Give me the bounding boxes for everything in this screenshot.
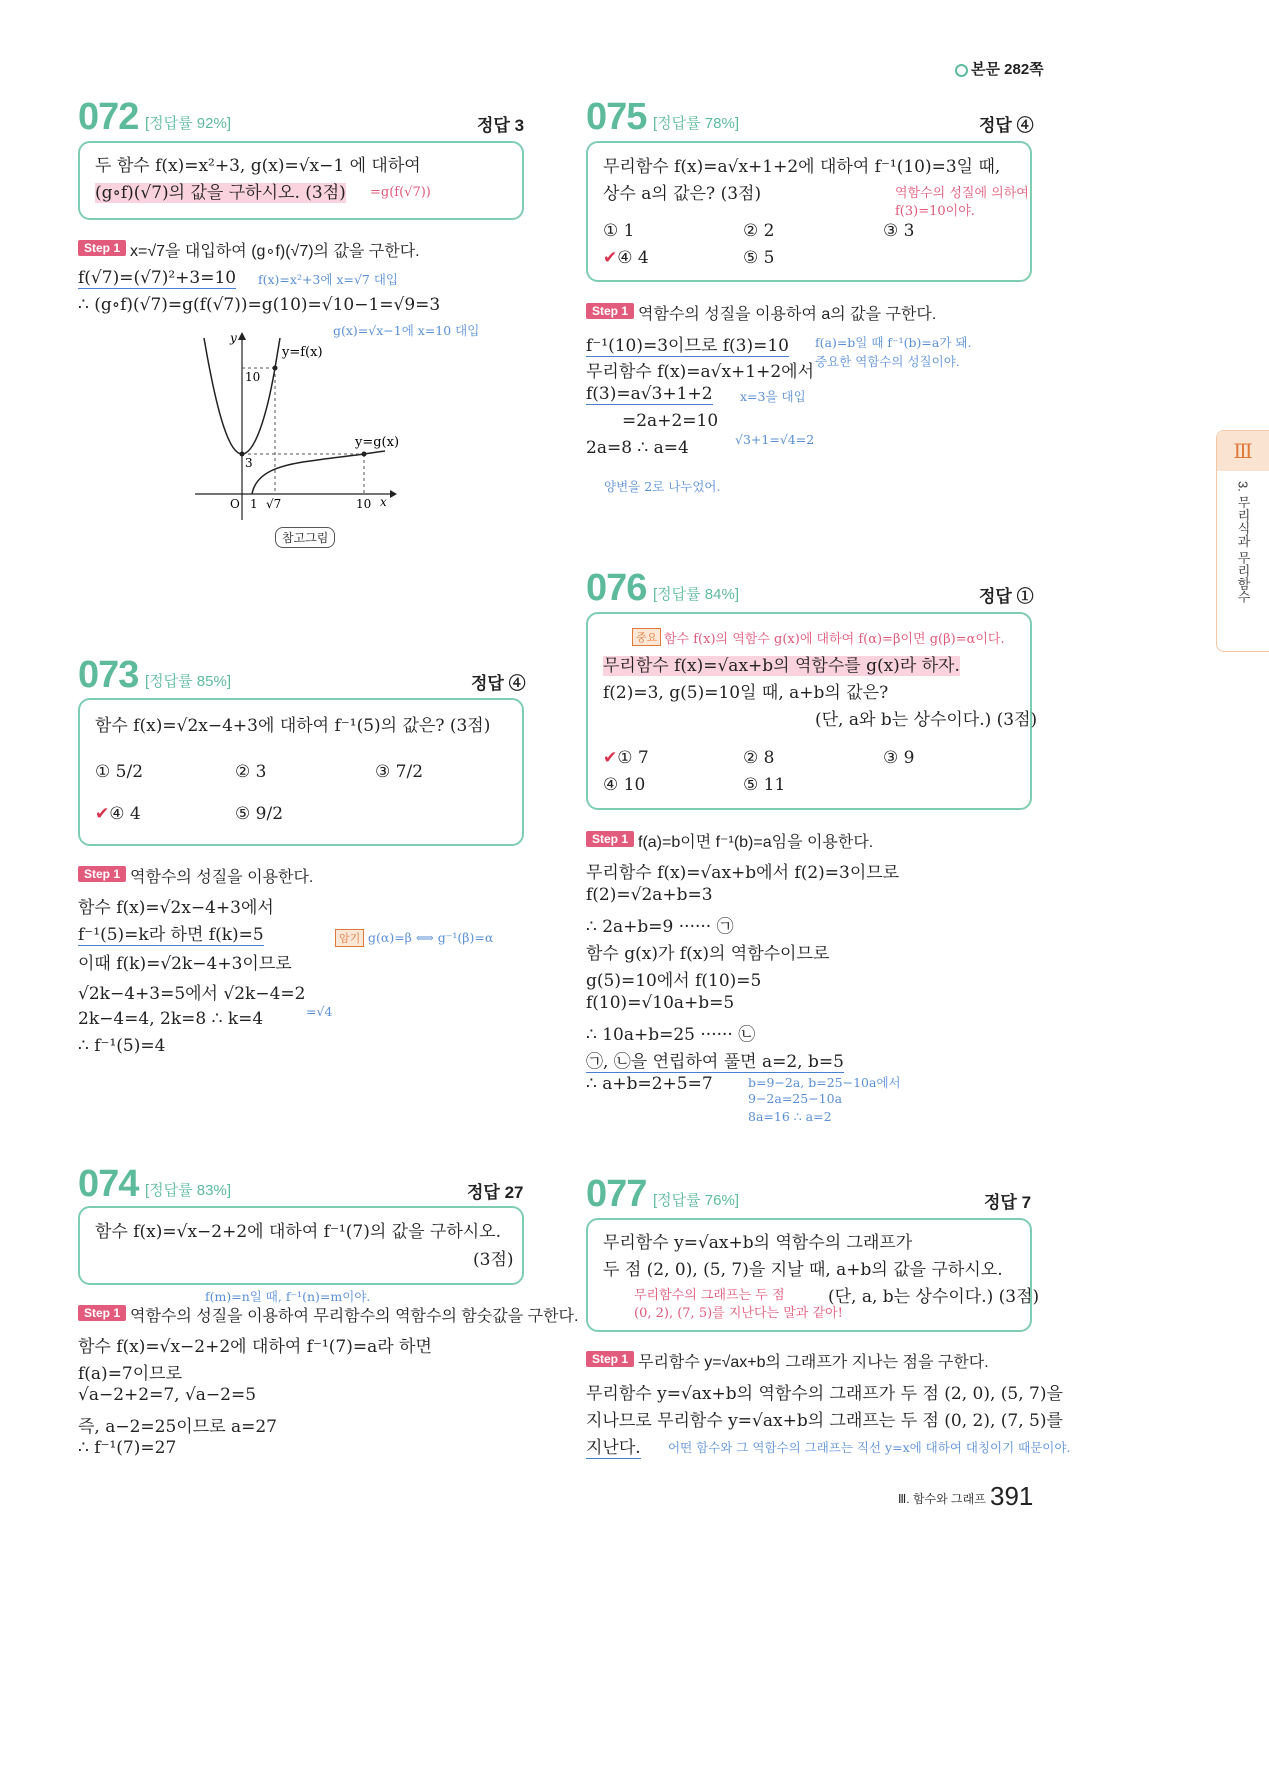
choice-1[interactable]: ① 5/2 <box>95 762 144 782</box>
correct-rate: [정답률 78%] <box>653 115 739 132</box>
choice-5[interactable]: ⑤ 11 <box>743 775 786 795</box>
tick-label: 1 <box>250 497 258 511</box>
point <box>362 452 367 457</box>
question-line: (단, a와 b는 상수이다.) (3점) <box>815 710 1038 730</box>
correct-rate: [정답률 85%] <box>145 673 231 690</box>
answer: 정답 3 <box>477 116 525 135</box>
question-box <box>78 141 524 220</box>
solution-note: 양변을 2로 나누었어. <box>604 479 721 494</box>
solution-line: 즉, a−2=25이므로 a=27 <box>78 1417 277 1437</box>
solution-line: 이때 f(k)=√2k−4+3이므로 <box>78 954 292 974</box>
answer: 정답 ④ <box>979 116 1034 135</box>
question-note: f(3)=10이야. <box>895 204 975 219</box>
correct-rate: [정답률 92%] <box>145 115 231 132</box>
solution-note: f(m)=n일 때, f⁻¹(n)=m이야. <box>205 1289 371 1304</box>
tick-label: 10 <box>245 370 261 384</box>
question-line: 상수 a의 값은? (3점) <box>603 184 762 204</box>
g-curve <box>252 451 385 494</box>
question-line: 두 함수 f(x)=x²+3, g(x)=√x−1 에 대하여 <box>95 156 421 176</box>
chapter-side-tab <box>1216 430 1269 652</box>
choice-4-selected[interactable]: ✔④ 4 <box>95 804 141 824</box>
solution-line: f(a)=7이므로 <box>78 1364 183 1384</box>
solution-line: 2a=8 ∴ a=4 <box>586 438 689 458</box>
solution-line: 함수 f(x)=√2x−4+3에서 <box>78 898 274 918</box>
step-badge: Step 1 <box>586 303 634 319</box>
tick-label: 10 <box>356 497 372 511</box>
page-number: 391 <box>990 1481 1034 1511</box>
step-badge: Step 1 <box>586 1351 634 1367</box>
choice-3[interactable]: ③ 7/2 <box>375 762 424 782</box>
question-line: 무리함수 f(x)=a√x+1+2에 대하여 f⁻¹(10)=3일 때, <box>603 157 1001 177</box>
problem-number: 076 <box>586 567 647 609</box>
solution-line: ㉠, ㉡을 연립하여 풀면 a=2, b=5 <box>586 1052 844 1072</box>
question-line: f(2)=3, g(5)=10일 때, a+b의 값은? <box>603 683 889 703</box>
choice-3[interactable]: ③ 3 <box>883 221 915 241</box>
question-note: 역함수의 성질에 의하여 <box>895 186 1029 201</box>
solution-line: 무리함수 y=√ax+b의 역함수의 그래프가 두 점 (2, 0), (5, 7)을 <box>586 1384 1063 1404</box>
question-line: 함수 f(x)=√2x−4+3에 대하여 f⁻¹(5)의 값은? (3점) <box>95 716 491 736</box>
answer: 정답 ④ <box>471 674 526 693</box>
solution-line: f(√7)=(√7)²+3=10 <box>78 268 237 288</box>
check-icon: ✔ <box>95 804 110 824</box>
page-reference: 본문 282쪽 <box>955 58 1044 79</box>
solution-note: f(a)=b일 때 f⁻¹(b)=a가 돼. <box>815 335 972 350</box>
answer: 정답 ① <box>979 587 1034 606</box>
footer-chapter: Ⅲ. 함수와 그래프 <box>898 1492 986 1506</box>
tick-label: √7 <box>266 497 282 511</box>
fx-label: y=f(x) <box>282 345 323 360</box>
step-badge: Step 1 <box>586 831 634 847</box>
origin-label: O <box>230 497 240 511</box>
x-label: x <box>380 495 387 509</box>
question-box <box>78 1206 524 1285</box>
solution-line: 2k−4=4, 2k=8 ∴ k=4 <box>78 1009 264 1029</box>
solution-line: 지난다. <box>586 1438 641 1458</box>
problem-number: 074 <box>78 1163 139 1205</box>
solution-note: 어떤 함수와 그 역함수의 그래프는 직선 y=x에 대하여 대칭이기 때문이야. <box>668 1440 1071 1455</box>
choice-2[interactable]: ② 8 <box>743 748 775 768</box>
solution-note: x=3을 대입 <box>740 389 806 404</box>
question-line: (단, a, b는 상수이다.) (3점) <box>828 1287 1040 1307</box>
y-axis-arrow <box>238 332 246 340</box>
question-line: (3점) <box>473 1250 514 1270</box>
circle-icon <box>955 64 968 77</box>
choice-4[interactable]: ④ 10 <box>603 775 646 795</box>
answer: 정답 27 <box>467 1183 524 1202</box>
correct-rate: [정답률 76%] <box>653 1192 739 1209</box>
question-line: 무리함수 f(x)=√ax+b의 역함수를 g(x)라 하자. <box>603 656 960 676</box>
answer: 정답 7 <box>984 1193 1032 1212</box>
y-label: y <box>230 331 237 345</box>
point <box>240 452 245 457</box>
solution-line: ∴ f⁻¹(7)=27 <box>78 1438 177 1458</box>
memorize-note: g(α)=β ⟺ g⁻¹(β)=α <box>368 930 494 945</box>
step-badge: Step 1 <box>78 1305 126 1321</box>
correct-rate: [정답률 83%] <box>145 1182 231 1199</box>
check-icon: ✔ <box>603 248 618 268</box>
solution-line: g(5)=10에서 f(10)=5 <box>586 971 762 991</box>
solution-line: f(3)=a√3+1+2 <box>586 384 713 404</box>
choice-5[interactable]: ⑤ 5 <box>743 248 775 268</box>
solution-line: =2a+2=10 <box>622 411 719 431</box>
question-note: (0, 2), (7, 5)를 지난다는 말과 같아! <box>634 1306 843 1321</box>
choice-2[interactable]: ② 3 <box>235 762 267 782</box>
step-badge: Step 1 <box>78 866 126 882</box>
solution-line: √a−2+2=7, √a−2=5 <box>78 1385 257 1405</box>
problem-number: 073 <box>78 654 139 696</box>
step-text: f(a)=b이면 f⁻¹(b)=a임을 이용한다. <box>638 834 874 851</box>
question-note: =g(f(√7)) <box>370 185 431 200</box>
solution-line: 무리함수 f(x)=a√x+1+2에서 <box>586 362 814 382</box>
solution-line: 지나므로 무리함수 y=√ax+b의 그래프는 두 점 (0, 2), (7, 5)를 <box>586 1411 1063 1431</box>
solution-note: =√4 <box>306 1004 333 1019</box>
gx-label: y=g(x) <box>355 435 400 450</box>
problem-number: 072 <box>78 96 139 138</box>
solution-note: 9−2a=25−10a <box>748 1091 843 1106</box>
step-text: x=√7을 대입하여 (g∘f)(√7)의 값을 구한다. <box>130 243 420 260</box>
solution-note: b=9−2a, b=25−10a에서 <box>748 1075 901 1090</box>
solution-line: ∴ (g∘f)(√7)=g(f(√7))=g(10)=√10−1=√9=3 <box>78 295 441 315</box>
chapter-title: 3. 무리식과 무리함수 <box>1235 481 1251 604</box>
point <box>273 366 278 371</box>
correct-rate: [정답률 84%] <box>653 586 739 603</box>
step-text: 역함수의 성질을 이용하여 a의 값을 구한다. <box>638 306 937 323</box>
question-line: 두 점 (2, 0), (5, 7)을 지날 때, a+b의 값을 구하시오. <box>603 1260 1003 1280</box>
chapter-roman: Ⅲ <box>1217 431 1269 471</box>
important-tag: 중요 <box>632 628 661 646</box>
solution-line: ∴ a+b=2+5=7 <box>586 1074 713 1094</box>
memorize-tag: 암기 <box>335 929 364 947</box>
choice-4-selected[interactable]: ✔④ 4 <box>603 248 649 268</box>
step-text: 역함수의 성질을 이용한다. <box>130 869 314 886</box>
choice-2[interactable]: ② 2 <box>743 221 775 241</box>
check-icon: ✔ <box>603 748 618 768</box>
choice-1[interactable]: ① 1 <box>603 221 635 241</box>
solution-note: f(x)=x²+3에 x=√7 대입 <box>258 272 399 287</box>
choice-1-selected[interactable]: ✔① 7 <box>603 748 649 768</box>
question-line: (g∘f)(√7)의 값을 구하시오. (3점) <box>95 183 346 203</box>
x-axis-arrow <box>390 490 397 498</box>
step-text: 역함수의 성질을 이용하여 무리함수의 역함수의 함숫값을 구한다. <box>130 1308 579 1325</box>
solution-line: f⁻¹(10)=3이므로 f(3)=10 <box>586 336 789 356</box>
solution-note: √3+1=√4=2 <box>735 432 815 447</box>
solution-line: f(2)=√2a+b=3 <box>586 885 713 905</box>
solution-line: 무리함수 f(x)=√ax+b에서 f(2)=3이므로 <box>586 863 900 883</box>
reference-graph <box>190 330 415 520</box>
problem-number: 075 <box>586 96 647 138</box>
step-badge: Step 1 <box>78 240 126 256</box>
problem-number: 077 <box>586 1173 647 1215</box>
reference-figure-label: 참고그림 <box>275 527 335 548</box>
question-line: 함수 f(x)=√x−2+2에 대하여 f⁻¹(7)의 값을 구하시오. <box>95 1222 501 1242</box>
solution-note: 중요한 역함수의 성질이야. <box>815 354 960 369</box>
important-note: 함수 f(x)의 역함수 g(x)에 대하여 f(α)=β이면 g(β)=α이다. <box>664 632 1005 647</box>
solution-line: f⁻¹(5)=k라 하면 f(k)=5 <box>78 925 264 945</box>
solution-note: g(x)=√x−1에 x=10 대입 <box>333 323 480 338</box>
tick-label: 3 <box>245 456 253 470</box>
solution-note: 8a=16 ∴ a=2 <box>748 1109 832 1124</box>
choice-3[interactable]: ③ 9 <box>883 748 915 768</box>
solution-line: 함수 g(x)가 f(x)의 역함수이므로 <box>586 944 830 964</box>
choice-5[interactable]: ⑤ 9/2 <box>235 804 284 824</box>
solution-line: ∴ 2a+b=9 ······ ㉠ <box>586 917 734 937</box>
solution-line: f(10)=√10a+b=5 <box>586 993 735 1013</box>
solution-line: 함수 f(x)=√x−2+2에 대하여 f⁻¹(7)=a라 하면 <box>78 1337 432 1357</box>
question-note: 무리함수의 그래프는 두 점 <box>634 1288 785 1303</box>
question-line: 무리함수 y=√ax+b의 역함수의 그래프가 <box>603 1233 913 1253</box>
solution-line: ∴ 10a+b=25 ······ ㉡ <box>586 1025 756 1045</box>
solution-line: √2k−4+3=5에서 √2k−4=2 <box>78 984 306 1004</box>
step-text: 무리함수 y=√ax+b의 그래프가 지나는 점을 구한다. <box>638 1354 989 1371</box>
solution-line: ∴ f⁻¹(5)=4 <box>78 1036 166 1056</box>
